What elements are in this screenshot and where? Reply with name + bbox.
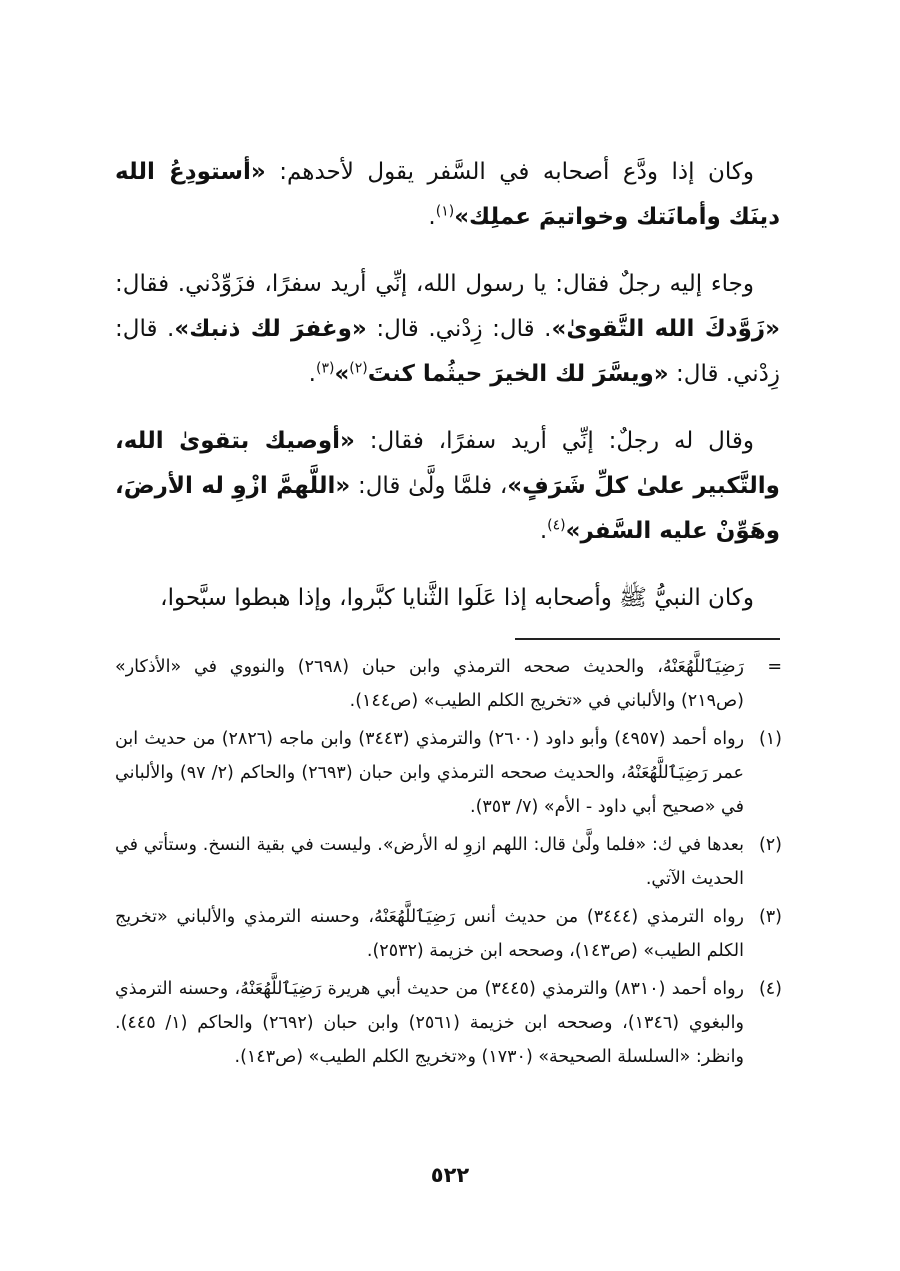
quote-close: » bbox=[334, 361, 350, 387]
footnote-ref: (١) bbox=[435, 203, 455, 220]
text-run: وكان إذا ودَّع أصحابه في السَّفر يقول لأحدهم: bbox=[265, 159, 754, 185]
footnote-ref: (٤) bbox=[547, 517, 566, 534]
hadith-quote: «اللَّهمَّ ازْوِ له الأرضَ، وهَوِّنْ عليه السَّفر» bbox=[115, 473, 780, 544]
text-run: . قال: زِدْني. قال: bbox=[366, 316, 552, 342]
text-run: وجاء إليه رجلٌ فقال: يا رسول الله، إنِّي أريد سفرًا، فزَوِّدْني. فقال: bbox=[115, 271, 754, 297]
footnote-ref: (٢) bbox=[349, 360, 368, 377]
paragraph bbox=[115, 262, 780, 397]
footnote bbox=[115, 972, 782, 1074]
paragraph bbox=[115, 419, 780, 554]
footnote-text: رواه أحمد (٨٣١٠) والترمذي (٣٤٤٥) من حديث أبي هريرة رَضِيَٱللَّهُعَنْهُ، وحسنه الترمذي والبغوي (١٣٤٦)، وصححه ابن خزيمة (٢٥٦١) وابن حبان (٢٦٩٢) والحاكم (١/ ٤٤٥). وانظر: «السلسلة الصحيحة» (١٧٣٠) و«تخريج الكلم الطيب» (ص١٤٣). bbox=[115, 979, 745, 1067]
hadith-quote: «أوصيك بتقوىٰ الله، والتَّكبير علىٰ كلِّ شَرَفٍ» bbox=[115, 428, 780, 499]
paragraph bbox=[115, 576, 780, 621]
text-run: . bbox=[539, 518, 548, 544]
hadith-quote: «أستودِعُ الله دينَك وأمانَتك وخواتيمَ عملِك» bbox=[115, 159, 780, 230]
footnote-ref: (٣) bbox=[315, 360, 335, 377]
hadith-quote: «زَوَّدكَ الله التَّقوىٰ» bbox=[551, 316, 780, 342]
footnote-text: رَضِيَٱللَّهُعَنْهُ، والحديث صححه الترمذي وابن حبان (٢٦٩٨) والنووي في «الأذكار» (ص٢١٩) والألباني في «تخريج الكلم الطيب» (ص١٤٤). bbox=[115, 657, 745, 711]
footnote bbox=[115, 722, 782, 824]
text-run: . bbox=[428, 204, 436, 230]
hadith-quote: «وغفرَ لك ذنبك» bbox=[174, 316, 367, 342]
text-run: . bbox=[308, 361, 316, 387]
footnotes bbox=[115, 650, 782, 1078]
footnote-separator bbox=[515, 638, 780, 640]
footnote-text: رواه أحمد (٤٩٥٧) وأبو داود (٢٦٠٠) والترمذي (٣٤٤٣) وابن ماجه (٢٨٢٦) من حديث ابن عمر رَضِيَٱللَّهُعَنْهُ، والحديث صححه الترمذي وابن حبان (٢٦٩٣) والحاكم (٢/ ٩٧) والألباني في «صحيح أبي داود - الأم» (٧/ ٣٥٣). bbox=[115, 729, 745, 817]
footnote-mark: (٤) bbox=[758, 979, 782, 999]
page-number: ٥٢٢ bbox=[430, 1163, 470, 1187]
footnote-text: رواه الترمذي (٣٤٤٤) من حديث أنس رَضِيَٱللَّهُعَنْهُ، وحسنه الترمذي والألباني «تخريج الكلم الطيب» (ص١٤٣)، وصححه ابن خزيمة (٢٥٣٢). bbox=[115, 907, 744, 961]
text-run: ، فلمَّا ولَّىٰ قال: bbox=[350, 473, 508, 499]
footnote-mark: (٢) bbox=[758, 835, 782, 855]
footnote-mark: = bbox=[767, 657, 782, 677]
footnote bbox=[115, 828, 782, 896]
footnote-mark: (١) bbox=[758, 729, 782, 749]
footnote-mark: (٣) bbox=[758, 907, 782, 927]
main-text bbox=[115, 150, 780, 643]
hadith-quote: «ويسَّرَ لك الخيرَ حيثُما كنتَ bbox=[367, 361, 669, 387]
text-run: . قال: زِدْني. قال: bbox=[115, 316, 780, 387]
footnote bbox=[115, 900, 782, 968]
text-run: وقال له رجلٌ: إنِّي أريد سفرًا، فقال: bbox=[354, 428, 754, 454]
text-run: وكان النبيُّ ﷺ وأصحابه إذا عَلَوا الثَّنايا كبَّروا، وإذا هبطوا سبَّحوا، bbox=[160, 585, 754, 611]
paragraph bbox=[115, 150, 780, 240]
footnote bbox=[115, 650, 782, 718]
footnote-text: بعدها في ك: «فلما ولَّىٰ قال: اللهم ازوِ له الأرض». وليست في بقية النسخ. وستأتي في الحديث الآتي. bbox=[115, 835, 744, 889]
